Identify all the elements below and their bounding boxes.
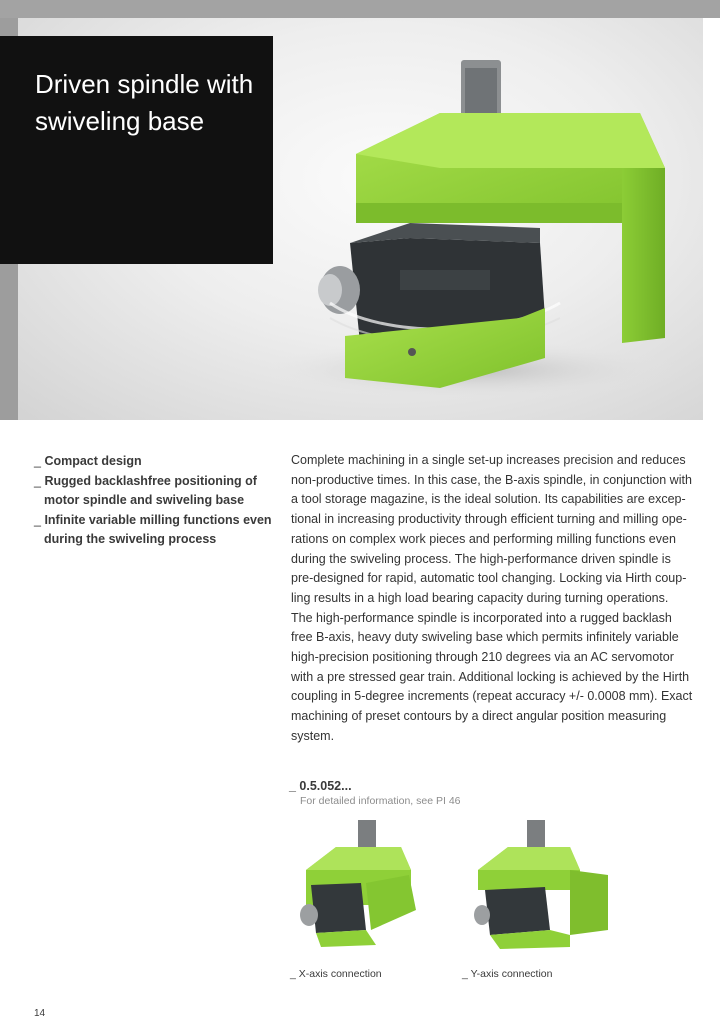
feature-item (34, 511, 274, 550)
feature-item (34, 472, 274, 511)
part-number: _ 0.5.052... (289, 779, 352, 793)
feature-bullet: _ (34, 473, 45, 488)
page-number: 14 (34, 1008, 46, 1019)
top-bar (0, 0, 720, 18)
x-axis-caption: _ X-axis connection (290, 968, 382, 980)
feature-text: Rugged backlashfree positioning of motor spindle and swiveling base (44, 473, 257, 508)
page-title: Driven spindle with swiveling base (35, 69, 254, 136)
feature-text: Infinite variable milling functions even during the swiveling process (44, 512, 272, 547)
y-axis-caption: _ Y-axis connection (462, 968, 553, 980)
part-reference (289, 778, 461, 808)
right-edge-strip (703, 36, 720, 420)
title-box (0, 36, 273, 264)
feature-bullet: _ (34, 512, 45, 527)
y-axis-connection-image (470, 815, 610, 950)
feature-list (34, 452, 274, 550)
feature-text: Compact design (44, 454, 142, 468)
part-info: For detailed information, see PI 46 (300, 795, 461, 807)
feature-bullet: _ (34, 454, 45, 468)
x-axis-connection-image (291, 815, 421, 950)
body-paragraph: Complete machining in a single set-up increases precision and reduces non-productive times. In this case, the B-axis spindle, in conjunction with a tool storage magazine, is the ideal solution. Its capabilities are excep-tional in increasing productivity through efficient turning and milling ope-rations on complex work pieces and performing milling functions even during the swiveling process. The high-performance driven spindle is pre-designed for rapid, automatic tool changing. Locking via Hirth coup-ling results in a high load bearing capacity during turning operations. The high-performance spindle is incorporated into a rugged backlash free B-axis, heavy duty swiveling base which permits infinitely variable high-precision positioning through 210 degrees via an AC servomotor with a pre stressed gear train. Additional locking is achieved by the Hirth coupling in 5-degree increments (repeat accuracy +/- 0.0008 mm). Exact machining of preset contours by a direct angular position measuring system. (291, 453, 693, 743)
feature-item (34, 452, 274, 472)
